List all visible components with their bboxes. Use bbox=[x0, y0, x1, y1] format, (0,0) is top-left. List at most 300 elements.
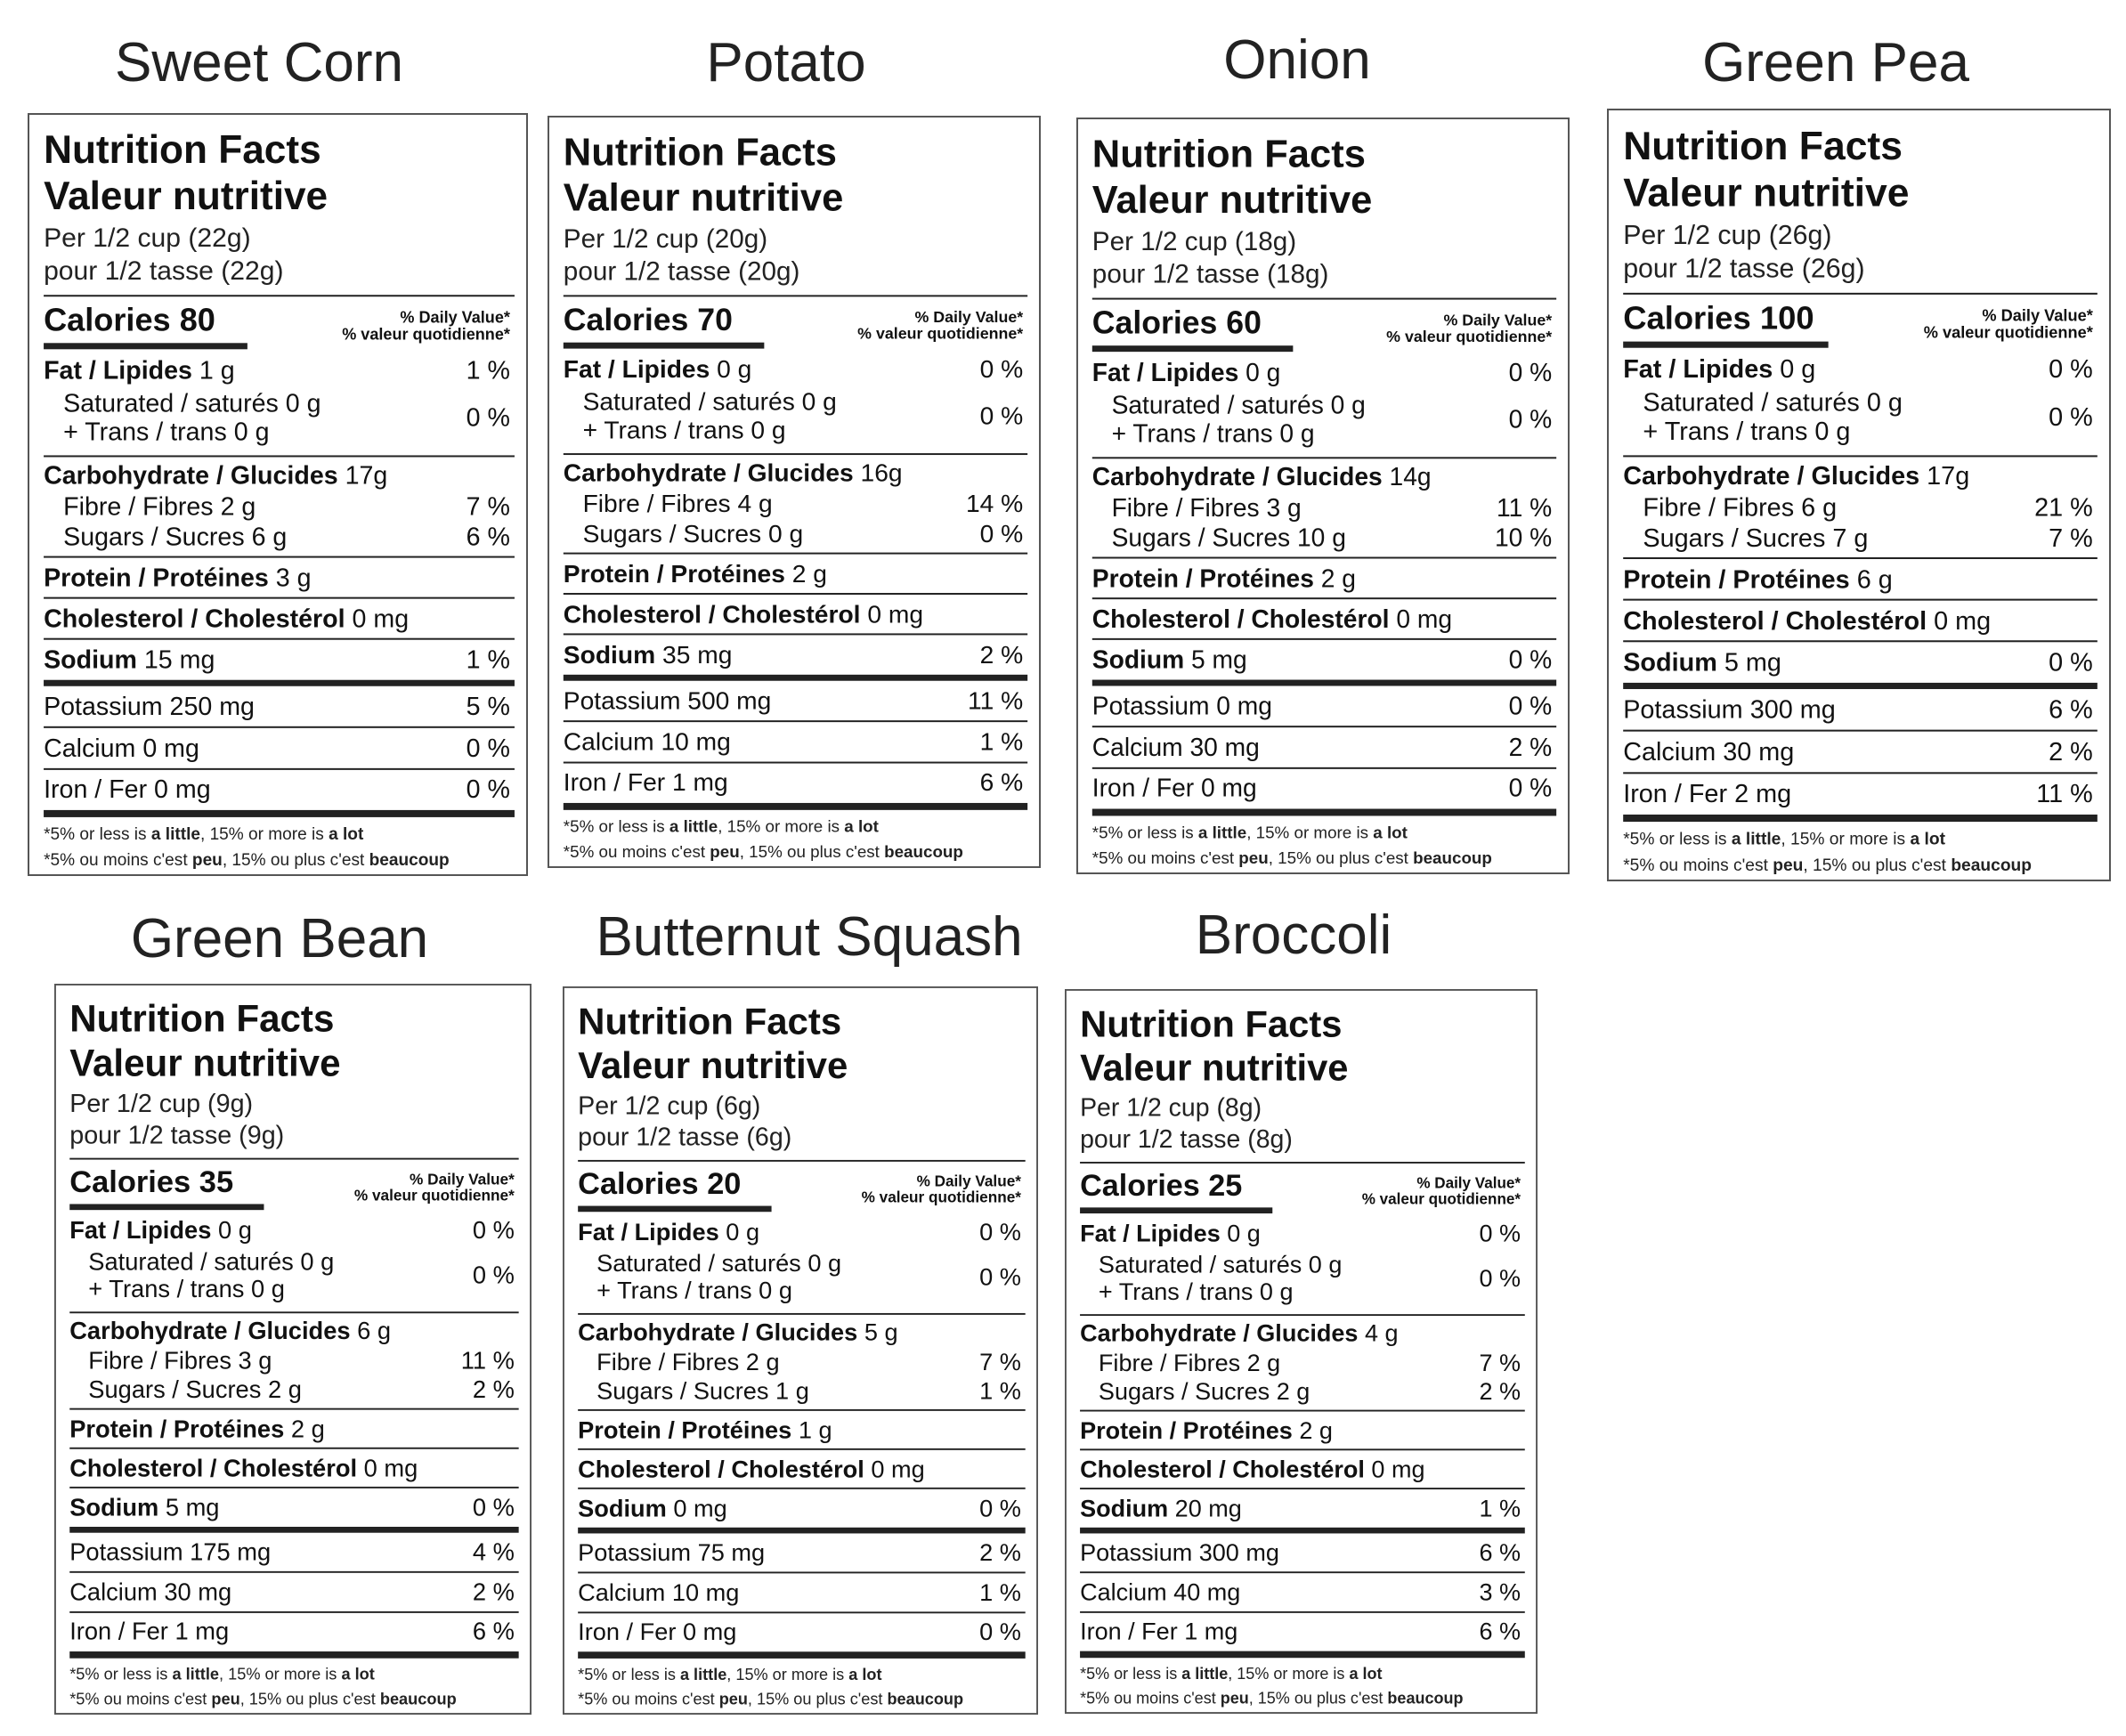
fibre-value: 2 g bbox=[220, 492, 256, 522]
fibre-label: Fibre / Fibres bbox=[1111, 494, 1260, 523]
nutrition-facts-table bbox=[563, 986, 1038, 1715]
calcium-row-dv: 2 % bbox=[1508, 734, 1553, 762]
protein-row bbox=[1623, 567, 2093, 593]
vegetable-title: Broccoli bbox=[1195, 905, 1392, 966]
footnote-part: *5% ou moins c'est bbox=[1623, 856, 1773, 875]
footnote-part: *5% ou moins c'est bbox=[578, 1691, 719, 1709]
fibre-row-dv: 7 % bbox=[466, 492, 510, 522]
divider-rule bbox=[1092, 298, 1556, 300]
footnote-part: *5% or less is bbox=[1080, 1665, 1182, 1683]
sodium-label: Sodium bbox=[578, 1495, 667, 1523]
potassium-row-dv: 2 % bbox=[979, 1539, 1021, 1567]
carbohydrate-label: Carbohydrate / Glucides bbox=[563, 458, 854, 488]
iron-row-dv: 0 % bbox=[466, 775, 510, 804]
serving-size-french: pour 1/2 tasse (20g) bbox=[563, 256, 800, 287]
divider-rule bbox=[1623, 557, 2098, 559]
trans-label: + Trans / trans bbox=[582, 416, 744, 445]
cholesterol-value: 0 mg bbox=[871, 1456, 925, 1484]
footnote-part: , 15% or more is bbox=[726, 1666, 849, 1684]
title-french: Valeur nutritive bbox=[69, 1042, 341, 1085]
sodium-row bbox=[44, 645, 510, 675]
divider-rule bbox=[44, 768, 515, 770]
daily-value-en: % Daily Value* bbox=[400, 308, 510, 327]
sugars-label: Sugars / Sucres bbox=[1111, 523, 1291, 553]
footnote-part: *5% ou moins c'est bbox=[69, 1691, 212, 1709]
sugars-label: Sugars / Sucres bbox=[88, 1376, 262, 1404]
iron-row bbox=[1623, 781, 2093, 807]
saturated-row bbox=[1643, 390, 2092, 416]
footnote-part: *5% ou moins c'est bbox=[44, 850, 192, 870]
saturated-label: Saturated / saturés bbox=[63, 389, 279, 418]
divider-rule bbox=[1623, 683, 2098, 689]
serving-fr bbox=[69, 1123, 515, 1148]
cholesterol-value: 0 mg bbox=[352, 604, 410, 634]
nutrition-label-green-pea bbox=[1607, 109, 2111, 881]
daily-value-fr: % valeur quotidienne* bbox=[353, 1187, 515, 1205]
title-english: Nutrition Facts bbox=[1091, 132, 1366, 176]
divider-rule bbox=[44, 638, 515, 640]
potassium-value: 300 mg bbox=[1198, 1539, 1279, 1567]
potassium-row-dv: 4 % bbox=[472, 1538, 515, 1567]
divider-rule bbox=[1092, 597, 1556, 599]
serving-size-french: pour 1/2 tasse (18g) bbox=[1091, 259, 1329, 289]
trans-label: + Trans / trans bbox=[1098, 1278, 1254, 1306]
sugars-row-dv: 0 % bbox=[979, 520, 1024, 548]
calories-label: Calories bbox=[1623, 298, 1751, 337]
potassium-row bbox=[1623, 697, 2093, 723]
title-en bbox=[44, 128, 510, 173]
sodium-value: 5 mg bbox=[165, 1494, 220, 1522]
fat-label: Fat / Lipides bbox=[44, 356, 192, 385]
saturated-row bbox=[63, 391, 510, 417]
potassium-row bbox=[44, 694, 510, 720]
divider-rule bbox=[1080, 1448, 1525, 1450]
protein-label: Protein / Protéines bbox=[563, 560, 785, 589]
saturated-value: 0 g bbox=[1866, 388, 1903, 418]
footnote-part: a little bbox=[172, 1666, 219, 1684]
cholesterol-row bbox=[1623, 606, 2093, 637]
footnote-part: , 15% or more is bbox=[1228, 1665, 1350, 1683]
saturated-label: Saturated / saturés bbox=[582, 388, 795, 417]
footnote-part: a lot bbox=[848, 1666, 882, 1684]
saturated-trans-dv: 0 % bbox=[979, 402, 1024, 431]
footnote-part: , 15% or more is bbox=[218, 1666, 342, 1684]
divider-rule bbox=[1623, 640, 2098, 642]
calories-value: 25 bbox=[1208, 1167, 1243, 1203]
cholesterol-row bbox=[69, 1455, 515, 1483]
title-french: Valeur nutritive bbox=[1080, 1047, 1349, 1090]
fat-value: 0 g bbox=[1780, 354, 1816, 385]
saturated-trans-dv: 0 % bbox=[2049, 402, 2093, 433]
title-french: Valeur nutritive bbox=[578, 1044, 848, 1087]
title-english: Nutrition Facts bbox=[44, 128, 321, 173]
fat-row-dv: 1 % bbox=[466, 356, 510, 385]
divider-rule bbox=[1092, 457, 1556, 458]
footnote-part: peu bbox=[1773, 856, 1804, 875]
sugars-row bbox=[1111, 523, 1553, 553]
sugars-value: 2 g bbox=[1276, 1378, 1310, 1406]
divider-rule bbox=[564, 593, 1027, 595]
sodium-label: Sodium bbox=[44, 645, 137, 675]
potassium-row-dv: 5 % bbox=[466, 692, 510, 721]
divider-rule bbox=[1623, 455, 2098, 457]
fat-row bbox=[578, 1218, 1021, 1246]
calcium-label: Calcium bbox=[69, 1578, 158, 1607]
sugars-row-dv: 6 % bbox=[466, 523, 510, 552]
trans-row bbox=[1099, 1280, 1521, 1304]
footnote-part: beaucoup bbox=[369, 850, 450, 870]
cholesterol-row bbox=[1092, 607, 1552, 632]
iron-row bbox=[1092, 776, 1552, 801]
serving-size-english: Per 1/2 cup (22g) bbox=[44, 223, 251, 254]
divider-rule bbox=[578, 1448, 1026, 1450]
protein-value: 6 g bbox=[1856, 565, 1893, 595]
title-english: Nutrition Facts bbox=[563, 130, 837, 174]
fibre-value: 6 g bbox=[1801, 492, 1838, 523]
footnote-part: beaucoup bbox=[1413, 849, 1492, 869]
divider-rule bbox=[69, 1158, 518, 1160]
sugars-row bbox=[596, 1377, 1021, 1406]
fat-row bbox=[44, 358, 510, 384]
calcium-value: 30 mg bbox=[164, 1578, 232, 1607]
iron-label: Iron / Fer bbox=[578, 1618, 677, 1646]
iron-value: 1 mg bbox=[174, 1618, 230, 1646]
saturated-value: 0 g bbox=[807, 1250, 842, 1278]
footnote-part: a lot bbox=[1373, 823, 1408, 843]
footnote-part: peu bbox=[1238, 849, 1269, 869]
divider-rule bbox=[1092, 638, 1556, 640]
nutrition-facts-table bbox=[1065, 989, 1538, 1714]
trans-label: + Trans / trans bbox=[88, 1276, 245, 1303]
footnote-en bbox=[1092, 824, 1552, 841]
vegetable-title: Onion bbox=[1223, 29, 1371, 91]
fibre-row bbox=[1112, 496, 1553, 521]
sugars-value: 7 g bbox=[1832, 523, 1869, 553]
divider-rule bbox=[69, 1571, 518, 1573]
divider-rule bbox=[1092, 680, 1556, 686]
carbohydrate-row bbox=[1092, 465, 1552, 490]
fibre-row bbox=[596, 1351, 1021, 1375]
carbohydrate-row bbox=[563, 458, 1023, 488]
footnote-fr bbox=[44, 852, 510, 869]
iron-label: Iron / Fer bbox=[1080, 1618, 1178, 1645]
carbohydrate-row bbox=[1080, 1319, 1521, 1348]
fibre-row bbox=[1643, 492, 2093, 523]
divider-rule bbox=[1080, 1571, 1525, 1573]
saturated-trans-dv: 0 % bbox=[472, 1261, 515, 1290]
potassium-row bbox=[1080, 1541, 1521, 1565]
nutrition-label-butternut-squash bbox=[563, 986, 1038, 1715]
sodium-row bbox=[1623, 650, 2093, 676]
footnote-part: *5% ou moins c'est bbox=[563, 843, 710, 863]
nutrition-facts-table bbox=[54, 984, 532, 1715]
footnote-part: *5% or less is bbox=[578, 1666, 680, 1684]
calories-label: Calories bbox=[1091, 304, 1218, 341]
fibre-row bbox=[63, 492, 510, 522]
potassium-row bbox=[1091, 692, 1553, 721]
saturated-row bbox=[1112, 393, 1553, 418]
calories-label: Calories bbox=[44, 301, 171, 338]
title-en bbox=[578, 1003, 1021, 1041]
saturated-row bbox=[596, 1252, 1021, 1276]
cholesterol-label: Cholesterol / Cholestérol bbox=[1080, 1456, 1365, 1484]
cholesterol-value: 0 mg bbox=[1396, 605, 1453, 634]
title-fr bbox=[563, 176, 1023, 220]
protein-value: 2 g bbox=[791, 560, 827, 589]
trans-row bbox=[63, 419, 510, 445]
title-en bbox=[69, 998, 515, 1041]
footnote-part: peu bbox=[211, 1691, 240, 1709]
carbohydrate-value: 14g bbox=[1389, 463, 1432, 492]
divider-rule bbox=[1623, 599, 2098, 601]
fat-value: 0 g bbox=[1227, 1220, 1261, 1248]
calcium-label: Calcium bbox=[563, 728, 654, 757]
serving-en bbox=[44, 225, 510, 252]
calcium-row bbox=[578, 1581, 1021, 1605]
daily-value-fr: % valeur quotidienne* bbox=[1923, 323, 2093, 342]
divider-rule bbox=[69, 1651, 518, 1659]
serving-en bbox=[69, 1091, 515, 1117]
saturated-label: Saturated / saturés bbox=[1098, 1251, 1302, 1279]
calories-value: 35 bbox=[199, 1164, 234, 1199]
sodium-row bbox=[1091, 645, 1553, 675]
sugars-value: 0 g bbox=[768, 520, 804, 548]
iron-label: Iron / Fer bbox=[1623, 779, 1728, 808]
divider-rule bbox=[564, 720, 1027, 722]
divider-rule bbox=[564, 295, 1027, 296]
calcium-value: 30 mg bbox=[1189, 734, 1260, 762]
fibre-label: Fibre / Fibres bbox=[88, 1347, 231, 1375]
iron-row bbox=[69, 1620, 515, 1644]
sugars-row-dv: 7 % bbox=[2049, 523, 2093, 553]
protein-value: 2 g bbox=[1299, 1417, 1333, 1445]
footnote-part: *5% or less is bbox=[69, 1666, 173, 1684]
divider-rule bbox=[1092, 726, 1556, 727]
saturated-row bbox=[583, 390, 1024, 415]
sodium-row-dv: 1 % bbox=[466, 645, 510, 675]
footnote-part: *5% or less is bbox=[1091, 823, 1198, 843]
calcium-value: 40 mg bbox=[1173, 1578, 1241, 1607]
footnote-part: peu bbox=[710, 843, 740, 863]
footnote-en bbox=[578, 1667, 1021, 1683]
footnote-fr bbox=[578, 1691, 1021, 1708]
fibre-label: Fibre / Fibres bbox=[1643, 492, 1795, 523]
sodium-row-dv: 0 % bbox=[472, 1494, 515, 1522]
cholesterol-value: 0 mg bbox=[867, 600, 924, 629]
carbohydrate-label: Carbohydrate / Glucides bbox=[1080, 1319, 1359, 1348]
footnote-part: a little bbox=[679, 1666, 727, 1684]
sugars-row bbox=[63, 525, 510, 551]
iron-value: 1 mg bbox=[1184, 1618, 1238, 1645]
footnote-fr bbox=[1092, 850, 1552, 867]
footnote-part: peu bbox=[191, 850, 223, 870]
divider-rule bbox=[564, 803, 1027, 810]
fat-value: 0 g bbox=[726, 1218, 760, 1246]
footnote-part: a little bbox=[1197, 823, 1247, 843]
calcium-label: Calcium bbox=[578, 1579, 666, 1607]
saturated-label: Saturated / saturés bbox=[596, 1250, 801, 1278]
daily-value-en: % Daily Value* bbox=[1982, 306, 2093, 325]
calcium-label: Calcium bbox=[1080, 1578, 1167, 1607]
footnote-fr bbox=[1623, 857, 2093, 874]
saturated-value: 0 g bbox=[1330, 391, 1366, 420]
footnote-fr bbox=[564, 844, 1023, 861]
footnote-part: , 15% ou plus c'est bbox=[747, 1691, 888, 1709]
trans-label: + Trans / trans bbox=[596, 1277, 752, 1305]
divider-rule bbox=[69, 1527, 518, 1533]
potassium-label: Potassium bbox=[69, 1538, 183, 1567]
serving-fr bbox=[1091, 259, 1552, 289]
protein-label: Protein / Protéines bbox=[69, 1416, 285, 1444]
protein-row bbox=[1080, 1419, 1521, 1443]
fat-label: Fat / Lipides bbox=[1080, 1220, 1221, 1248]
carbohydrate-row bbox=[69, 1319, 515, 1343]
fat-row-dv: 0 % bbox=[1479, 1220, 1521, 1248]
cholesterol-value: 0 mg bbox=[363, 1455, 418, 1483]
carbohydrate-label: Carbohydrate / Glucides bbox=[1623, 461, 1920, 491]
calcium-row bbox=[1080, 1578, 1521, 1607]
potassium-row bbox=[563, 686, 1024, 716]
divider-rule bbox=[578, 1571, 1026, 1573]
sugars-value: 2 g bbox=[267, 1376, 302, 1404]
iron-row bbox=[578, 1620, 1021, 1644]
calcium-row-dv: 1 % bbox=[979, 1579, 1021, 1607]
serving-size-english: Per 1/2 cup (8g) bbox=[1080, 1093, 1262, 1123]
trans-value: 0 g bbox=[233, 418, 270, 447]
divider-rule bbox=[578, 1528, 1026, 1534]
calcium-value: 30 mg bbox=[1723, 737, 1795, 767]
serving-en bbox=[1623, 220, 2093, 251]
protein-label: Protein / Protéines bbox=[1623, 565, 1850, 595]
daily-value-fr: % valeur quotidienne* bbox=[857, 324, 1024, 343]
footnote-part: *5% or less is bbox=[1623, 830, 1732, 849]
footnote-en bbox=[69, 1667, 515, 1683]
title-french: Valeur nutritive bbox=[1623, 170, 1910, 215]
calcium-row-dv: 2 % bbox=[472, 1578, 515, 1607]
title-en bbox=[1623, 126, 2093, 166]
divider-rule bbox=[564, 453, 1027, 455]
footnote-part: a little bbox=[669, 817, 718, 837]
divider-rule bbox=[578, 1611, 1026, 1613]
iron-row-dv: 11 % bbox=[2036, 779, 2093, 808]
saturated-value: 0 g bbox=[300, 1248, 335, 1277]
footnote-part: *5% ou moins c'est bbox=[1091, 849, 1239, 869]
footnote-part: beaucoup bbox=[1387, 1690, 1464, 1708]
footnote-part: beaucoup bbox=[1951, 856, 2033, 875]
daily-value-fr: % valeur quotidienne* bbox=[342, 325, 510, 344]
divider-rule bbox=[1080, 1314, 1525, 1316]
sugars-row-dv: 2 % bbox=[472, 1376, 515, 1404]
vegetable-title: Green Bean bbox=[130, 908, 429, 969]
potassium-value: 75 mg bbox=[697, 1539, 766, 1567]
divider-rule bbox=[564, 762, 1027, 764]
serving-fr bbox=[578, 1125, 1021, 1151]
cholesterol-label: Cholesterol / Cholestérol bbox=[69, 1455, 358, 1483]
sugars-value: 1 g bbox=[775, 1377, 809, 1406]
fibre-value: 2 g bbox=[1246, 1350, 1281, 1377]
serving-size-french: pour 1/2 tasse (22g) bbox=[44, 256, 284, 287]
iron-row-dv: 6 % bbox=[979, 768, 1024, 798]
sodium-value: 20 mg bbox=[1174, 1495, 1242, 1523]
footnote-part: , 15% or more is bbox=[718, 817, 845, 837]
sodium-row-dv: 0 % bbox=[1508, 645, 1553, 675]
calcium-label: Calcium bbox=[1091, 734, 1183, 762]
saturated-value: 0 g bbox=[801, 388, 837, 417]
footnote-part: , 15% ou plus c'est bbox=[1268, 849, 1414, 869]
sugars-row bbox=[1643, 525, 2092, 551]
sugars-row-dv: 10 % bbox=[1494, 523, 1553, 553]
carbohydrate-row bbox=[44, 463, 510, 489]
divider-rule bbox=[564, 343, 765, 349]
footnote-en bbox=[1080, 1667, 1521, 1683]
fibre-row-dv: 11 % bbox=[460, 1347, 515, 1375]
calories-value: 20 bbox=[707, 1165, 742, 1201]
saturated-label: Saturated / saturés bbox=[88, 1248, 294, 1277]
title-english: Nutrition Facts bbox=[1623, 124, 1903, 168]
sugars-row-dv: 1 % bbox=[979, 1377, 1021, 1406]
footnote-part: , 15% ou plus c'est bbox=[739, 843, 885, 863]
trans-value: 0 g bbox=[250, 1276, 285, 1303]
calories-value: 60 bbox=[1226, 304, 1262, 341]
calcium-row-dv: 3 % bbox=[1479, 1578, 1521, 1607]
potassium-label: Potassium bbox=[44, 692, 163, 721]
sugars-label: Sugars / Sucres bbox=[582, 520, 762, 548]
daily-value-header bbox=[1386, 312, 1552, 345]
saturated-label: Saturated / saturés bbox=[1111, 391, 1324, 420]
divider-rule bbox=[564, 675, 1027, 681]
protein-value: 2 g bbox=[290, 1416, 325, 1444]
calories-value: 100 bbox=[1759, 298, 1814, 337]
cholesterol-row bbox=[44, 604, 510, 634]
saturated-trans-dv: 0 % bbox=[466, 403, 510, 433]
sodium-row bbox=[1080, 1497, 1521, 1521]
daily-value-header bbox=[1362, 1175, 1521, 1207]
calcium-row-dv: 0 % bbox=[466, 734, 510, 763]
saturated-value: 0 g bbox=[1308, 1251, 1343, 1279]
daily-value-header bbox=[1924, 307, 2093, 341]
calcium-row bbox=[1623, 737, 2093, 767]
calories-label: Calories bbox=[578, 1165, 699, 1201]
sodium-row bbox=[564, 643, 1023, 668]
potassium-label: Potassium bbox=[1080, 1539, 1193, 1567]
divider-rule bbox=[578, 1488, 1026, 1489]
calories-label: Calories bbox=[69, 1164, 191, 1199]
fat-row bbox=[69, 1216, 515, 1245]
trans-row bbox=[1643, 419, 2092, 445]
fat-row-dv: 0 % bbox=[979, 355, 1024, 385]
calcium-row-dv: 1 % bbox=[979, 728, 1024, 757]
protein-label: Protein / Protéines bbox=[44, 564, 269, 593]
potassium-label: Potassium bbox=[1091, 692, 1210, 721]
protein-label: Protein / Protéines bbox=[1080, 1417, 1293, 1445]
divider-rule bbox=[1080, 1651, 1525, 1659]
divider-rule bbox=[69, 1611, 518, 1613]
sodium-row bbox=[578, 1497, 1021, 1521]
footnote-part: a lot bbox=[329, 824, 364, 844]
daily-value-fr: % valeur quotidienne* bbox=[861, 1188, 1021, 1206]
fat-row-dv: 0 % bbox=[1508, 359, 1553, 387]
divider-rule bbox=[1623, 730, 2098, 732]
sodium-label: Sodium bbox=[1623, 648, 1717, 677]
sodium-row-dv: 0 % bbox=[2049, 648, 2093, 677]
carbohydrate-value: 5 g bbox=[864, 1318, 898, 1347]
iron-label: Iron / Fer bbox=[563, 768, 666, 798]
fibre-value: 3 g bbox=[238, 1347, 272, 1375]
protein-row bbox=[69, 1416, 515, 1444]
protein-row bbox=[1091, 564, 1552, 594]
fat-value: 0 g bbox=[1246, 359, 1281, 387]
divider-rule bbox=[1092, 767, 1556, 769]
